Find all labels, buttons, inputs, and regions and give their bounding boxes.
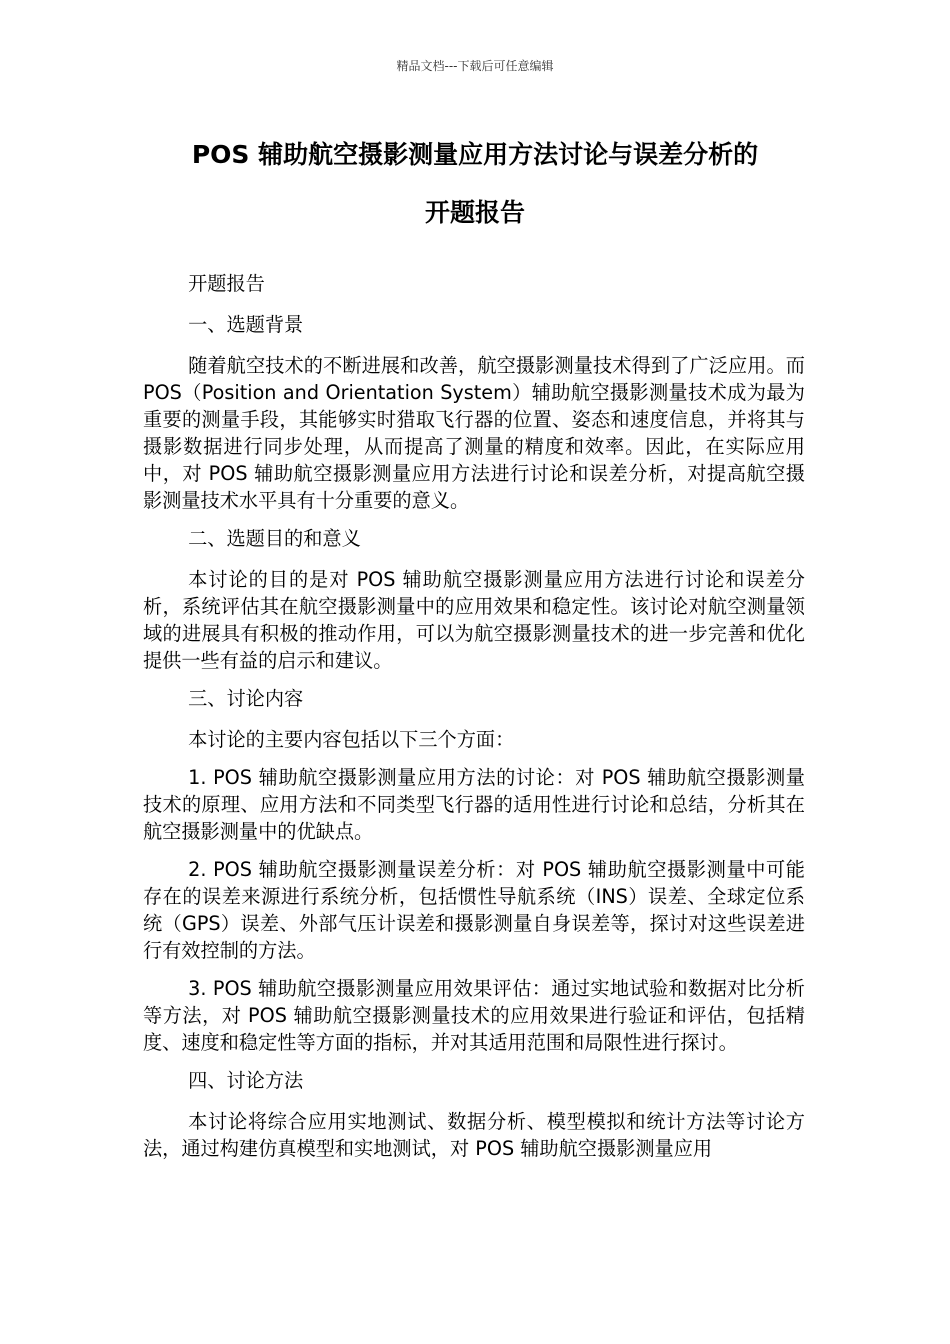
paragraph-method: 本讨论将综合应用实地测试、数据分析、模型模拟和统计方法等讨论方法，通过构建仿真模型和实地测试，对 POS 辅助航空摄影测量应用 bbox=[143, 1110, 805, 1160]
paragraph-background: 随着航空技术的不断进展和改善，航空摄影测量技术得到了广泛应用。而 POS（Position and Orientation System）辅助航空摄影测量技术成为最为重要的测量手段，其能够实时猎取飞行器的位置、姿态和速度信息，并将其与摄影数据进行同步处理，从而提高了测量的精度和效率。因此，在实际应用中，对 POS 辅助航空摄影测量应用方法进行讨论和误差分析，对提高航空摄影测量技术水平具有十分重要的意义。 bbox=[143, 354, 805, 512]
paragraph-content-intro: 本讨论的主要内容包括以下三个方面： bbox=[188, 728, 515, 751]
page-header-note: 精品文档---下载后可任意编辑 bbox=[396, 59, 554, 73]
document-body bbox=[143, 270, 805, 1173]
list-item: 3. POS 辅助航空摄影测量应用效果评估：通过实地试验和数据对比分析等方法，对 POS 辅助航空摄影测量技术的应用效果进行验证和评估，包括精度、速度和稳定性等方面的指标，并对其适用范围和局限性进行探讨。 bbox=[143, 977, 805, 1054]
document-title-line-1: POS 辅助航空摄影测量应用方法讨论与误差分析的 bbox=[191, 140, 759, 169]
document-title-line-2: 开题报告 bbox=[424, 198, 525, 227]
section-label: 开题报告 bbox=[188, 272, 265, 295]
list-item: 2. POS 辅助航空摄影测量误差分析：对 POS 辅助航空摄影测量中可能存在的误差来源进行系统分析，包括惯性导航系统（INS）误差、全球定位系统（GPS）误差、外部气压计误差和摄影测量自身误差等，探讨对这些误差进行有效控制的方法。 bbox=[143, 858, 805, 962]
section-heading-background: 一、选题背景 bbox=[188, 313, 304, 336]
list-item: 1. POS 辅助航空摄影测量应用方法的讨论：对 POS 辅助航空摄影测量技术的原理、应用方法和不同类型飞行器的适用性进行讨论和总结，分析其在航空摄影测量中的优缺点。 bbox=[143, 766, 805, 843]
section-heading-method: 四、讨论方法 bbox=[188, 1069, 304, 1092]
section-heading-content: 三、讨论内容 bbox=[188, 687, 304, 710]
paragraph-purpose: 本讨论的目的是对 POS 辅助航空摄影测量应用方法进行讨论和误差分析，系统评估其在航空摄影测量中的应用效果和稳定性。该讨论对航空测量领域的进展具有积极的推动作用，可以为航空摄影测量技术的进一步完善和优化提供一些有益的启示和建议。 bbox=[143, 568, 805, 672]
section-heading-purpose: 二、选题目的和意义 bbox=[188, 527, 361, 550]
